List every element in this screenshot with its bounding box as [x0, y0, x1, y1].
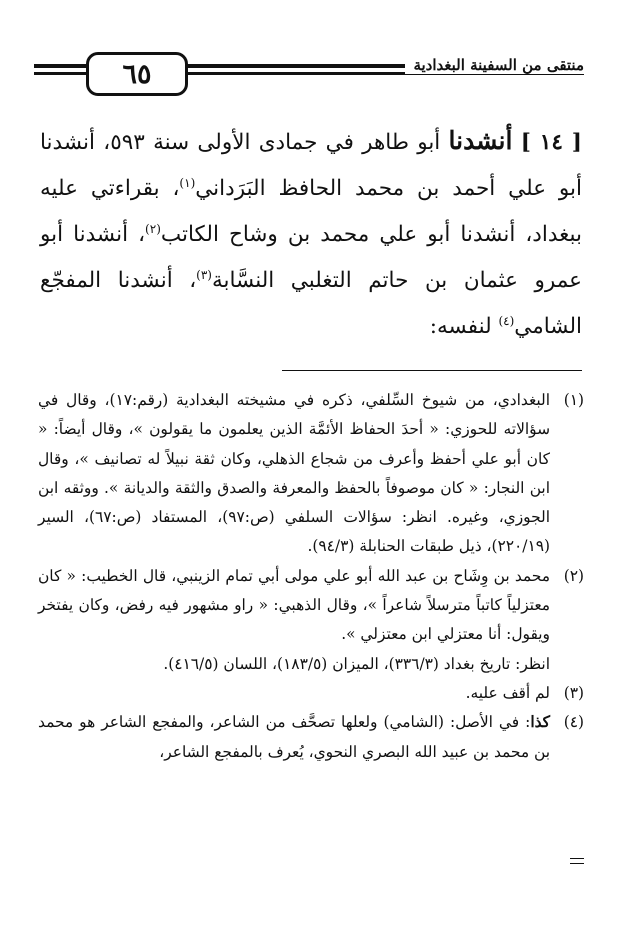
- footnote-number: (٤): [563, 713, 584, 732]
- entry-line2a: أنشدنا أبو علي أحمد بن محمد الحافظ البَرَداني: [40, 130, 583, 201]
- footnote-text: : في الأصل: (الشامي) ولعلها تصحَّف من الشاعر، والمفجع الشاعر هو محمد بن محمد بن عبيد الله البصري النحوي، يُعرف بالمفجع الشاعر،: [38, 713, 550, 761]
- page-header: [34, 52, 584, 100]
- footnote-text: البغدادي، من شيوخ السِّلفي، ذكره في مشيخته البغدادية (رقم:١٧)، وقال في سؤالاته للحوزي: « أحدَ الحفاظ الأئمَّة الذين يعلمون ما يقولون »، وقال أيضاً: « كان أبو علي أحفظ وأعرف من شجاع الذهلي، وكان ثقة نبيلاً له تصانيف »، وقال ابن النجار: « كان موصوفاً بالحفظ والمعرفة والصدق والثقة والديانة ». ووثقه ابن الجوزي، وغيره. انظر: سؤالات السلفي (ص:٩٧)، المستفاد (ص:٦٧)، السير (٢٢٠/١٩)، ذيل طبقات الحنابلة (٩٤/٣).: [38, 391, 550, 556]
- entry-paragraph: [40, 118, 582, 350]
- footnote-2: [38, 562, 584, 679]
- footnote-text: محمد بن وِشَاح بن عبد الله أبو علي مولى أبي تمام الزينبي، قال الخطيب: « كان معتزلياً كاتباً مترسلاً شاعراً »، وقال الذهبي: « راو مشهور فيه رفض، وكان يفتخر ويقول: أنا معتزلي ابن معتزلي ».: [38, 566, 550, 644]
- footnote-text: لم أقف عليه.: [465, 683, 550, 702]
- entry-number: [ ١٤ ]: [520, 130, 582, 155]
- footnote-number: (١): [563, 391, 584, 409]
- footnote-1: [38, 386, 584, 562]
- footnote-3: [38, 679, 584, 708]
- footnote-ref-3: (٣): [196, 267, 212, 282]
- continuation-mark: [570, 858, 584, 864]
- footnotes: [38, 386, 584, 767]
- entry-line3b: ، أنشدنا المفجّع الشامي: [40, 268, 582, 339]
- running-title: منتقى من السفينة البغدادية: [405, 56, 584, 74]
- footnote-number: (٢): [563, 566, 584, 585]
- page-number: ٦٥: [86, 52, 188, 96]
- footnote-reference: انظر: تاريخ بغداد (٣٣٦/٣)، الميزان (١٨٣/٥)، اللسان (٤١٦/٥).: [163, 654, 550, 673]
- footnote-number: (٣): [563, 683, 584, 702]
- footnote-ref-2: (٢): [145, 221, 161, 236]
- entry-line3c: لنفسه:: [429, 314, 499, 339]
- entry-line1: أبو طاهر في جمادى الأولى سنة ٥٩٣،: [103, 130, 449, 155]
- footnote-kadha: كذا: [530, 713, 550, 732]
- entry-line2b: ، بقراءتي عليه ببغداد، أنشدنا أبو علي محمد بن وشاح الكاتب: [40, 176, 582, 247]
- footnote-separator: [282, 370, 582, 371]
- main-text: [40, 118, 582, 350]
- entry-verb: أنشدنا: [448, 126, 513, 155]
- entry-line3a: ، أنشدنا أبو عمرو عثمان بن حاتم التغلبي النسَّابة: [40, 222, 582, 293]
- footnote-ref-4: (٤): [498, 313, 515, 328]
- footnote-ref-1: (١): [179, 175, 196, 190]
- footnote-4: [38, 708, 584, 767]
